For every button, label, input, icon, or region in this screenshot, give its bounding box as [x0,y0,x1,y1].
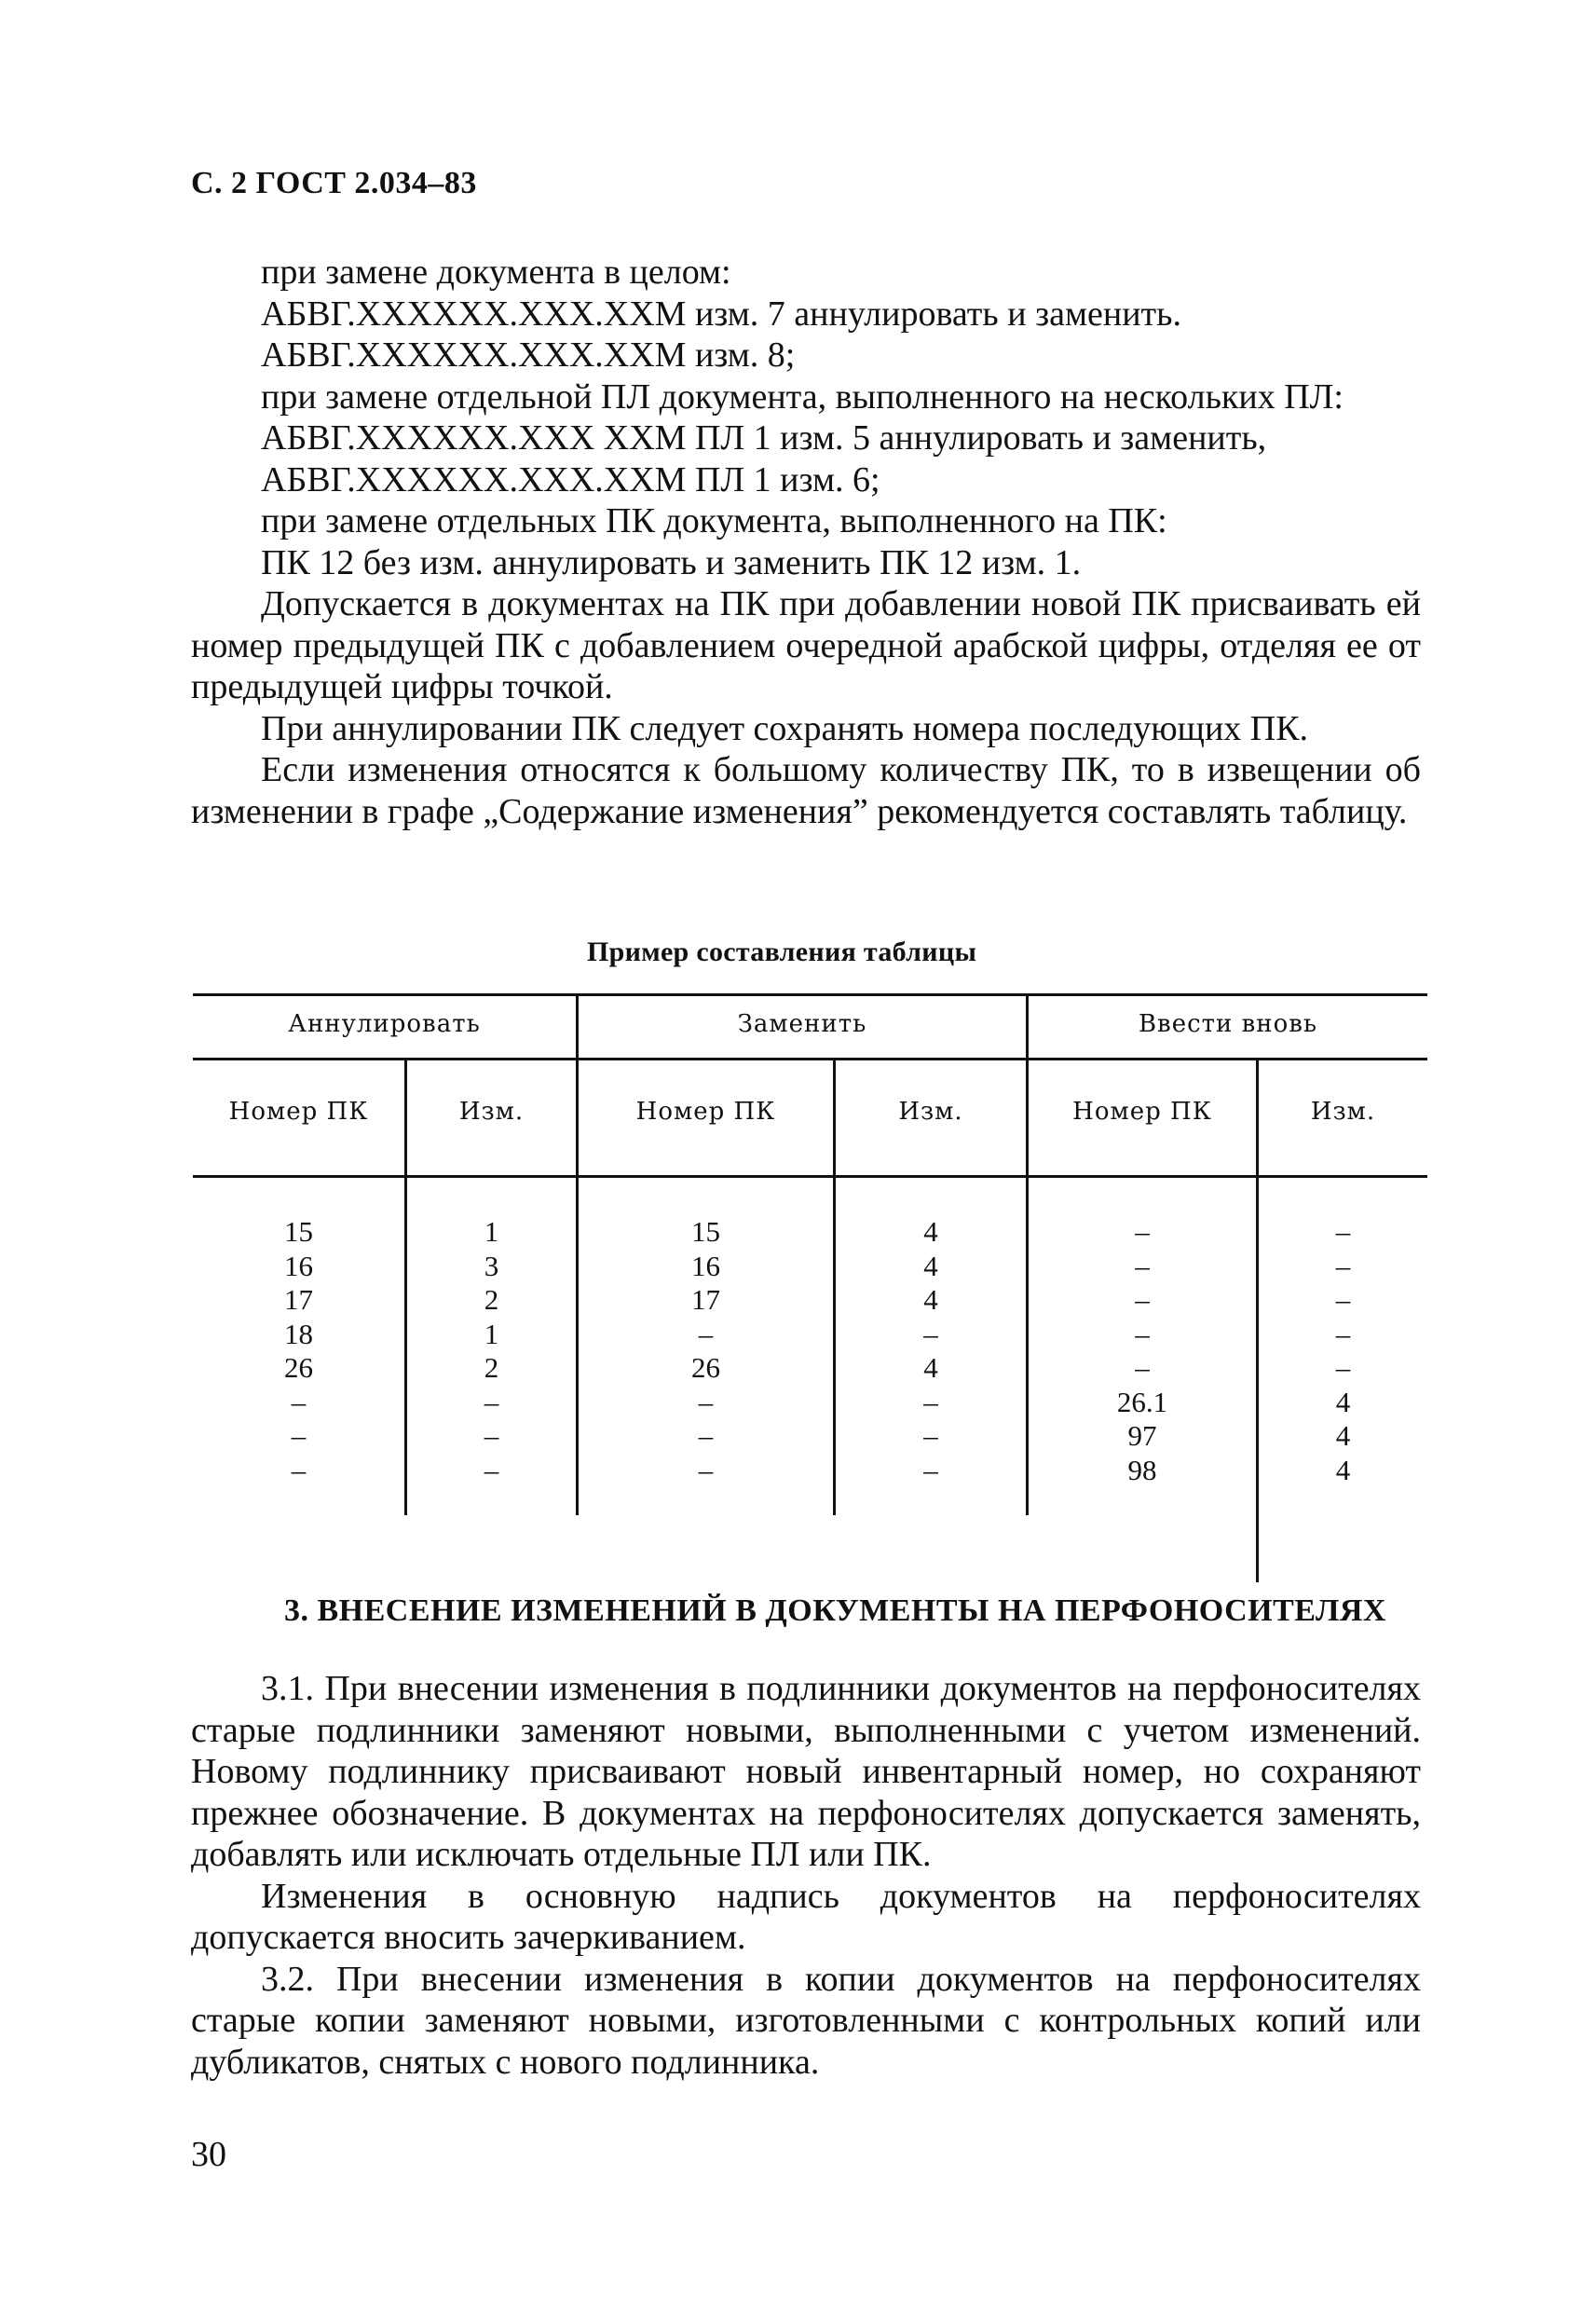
group-header-annul: Аннулировать [288,1010,481,1038]
table-column [193,1215,404,1487]
intro-line: ПК 12 без изм. аннулировать и заменить ПК 12 изм. 1. [261,542,1082,582]
table-cell: – [1335,1351,1351,1384]
intro-block [191,252,1421,832]
table-cell: – [923,1453,938,1486]
intro-line: АБВГ.XXXXXX.XXX.XXM изм. 7 аннулировать и заменить. [261,294,1181,334]
table-cell: 15 [691,1215,720,1248]
table-cell: – [1135,1283,1150,1316]
table-cell: – [698,1419,714,1452]
table-cell: 4 [923,1283,938,1316]
table-top-rule [193,993,1427,996]
table-cell: – [923,1385,938,1418]
subheader-change: Изм. [898,1098,963,1126]
table-cell: 4 [923,1215,938,1248]
table-cell: – [484,1385,499,1418]
table-cell: – [484,1419,499,1452]
table-cell: – [1135,1317,1150,1350]
table-cell: 2 [484,1351,499,1384]
intro-line: при замене документа в целом: [261,253,731,292]
page-number: 30 [191,2135,226,2174]
table-cell: – [291,1453,307,1486]
table-cell: 17 [691,1283,720,1316]
table-cell: – [291,1385,307,1418]
table-header-rule [193,1175,1427,1178]
subheader-number: Номер ПК [635,1098,776,1126]
subheader-change: Изм. [458,1098,525,1126]
table-cell: – [923,1419,938,1452]
table-cell: – [698,1453,714,1486]
group-header-replace: Заменить [737,1010,867,1038]
section-title: 3. ВНЕСЕНИЕ ИЗМЕНЕНИЙ В ДОКУМЕНТЫ НА ПЕРФОНОСИТЕЛЯХ [284,1593,1386,1628]
table-cell: – [923,1317,938,1350]
table-cell: 17 [284,1283,313,1316]
changes-table [193,993,1427,1515]
table-cell: 4 [1335,1385,1351,1418]
table-cell: 4 [923,1249,938,1282]
intro-line: АБВГ.XXXXXX.XXX.XXM изм. 8; [261,335,796,375]
group-header-new: Ввести вновь [1138,1010,1318,1038]
table-cell: 26.1 [1116,1385,1168,1418]
table-column [579,1215,833,1487]
table-cell: 3 [484,1249,499,1282]
paragraph: 3.2. При внесении изменения в копии документов на перфоносителях старые копии заменяют новыми, изготовленными с контрольных копий или дубликатов, снятых с нового подлинника. [191,1959,1421,2082]
table-cell: 26 [284,1351,313,1384]
table-cell: – [1335,1215,1351,1248]
intro-line: при замене отдельной ПЛ документа, выполненного на нескольких ПЛ: [261,376,1344,417]
intro-line: АБВГ.XXXXXX.XXX XXM ПЛ 1 изм. 5 аннулировать и заменить, [261,418,1267,458]
table-cell: 1 [484,1215,499,1248]
table-cell: 97 [1127,1419,1157,1452]
paragraph: 3.1. При внесении изменения в подлинники документов на перфоносителях старые подлинники заменяют новыми, выполненными с учетом изменений. Новому подлиннику присваивают новый инвентарный номер, но сохраняют прежнее обозначение. В документах на перфоносителях допускается заменять, добавлять или исключать отдельные ПЛ или ПК. [191,1669,1421,1874]
table-cell: – [1335,1317,1351,1350]
subheader-change: Изм. [1310,1098,1376,1126]
table-cell: 15 [284,1215,313,1248]
table-cell: 4 [923,1351,938,1384]
table-cell: – [1135,1215,1150,1248]
table-cell: 16 [284,1249,313,1282]
table-column [1259,1215,1427,1487]
intro-line: АБВГ.XXXXXX.XXX.XXM ПЛ 1 изм. 6; [261,459,880,499]
page-header: С. 2 ГОСТ 2.034–83 [191,166,477,200]
table-cell: – [698,1385,714,1418]
subheader-number: Номер ПК [228,1098,369,1126]
table-cell: 2 [484,1283,499,1316]
table-cell: 16 [691,1249,720,1282]
table-cell: – [484,1453,499,1486]
table-cell: – [698,1317,714,1350]
table-cell: 18 [284,1317,313,1350]
table-cell: – [1135,1351,1150,1384]
table-cell: 4 [1335,1453,1351,1486]
table-column [836,1215,1026,1487]
paragraph: Если изменения относятся к большому количеству ПК, то в извещении об изменении в графе „Содержание изменения” рекомендуется составлять таблицу. [191,750,1421,831]
table-column [407,1215,576,1487]
table-cell: – [1135,1249,1150,1282]
table-cell: 4 [1335,1419,1351,1452]
table-cell: 1 [484,1317,499,1350]
section3-block [191,1668,1421,2083]
table-cell: – [1335,1283,1351,1316]
table-cell: – [291,1419,307,1452]
table-column [1029,1215,1256,1487]
table-cell: – [1335,1249,1351,1282]
table-cell: 26 [691,1351,720,1384]
table-cell: 98 [1127,1453,1157,1486]
paragraph: Изменения в основную надпись документов на перфоносителях допускается вносить зачеркиванием. [191,1876,1421,1957]
intro-line: при замене отдельных ПК документа, выполненного на ПК: [261,501,1167,540]
paragraph: При аннулировании ПК следует сохранять номера последующих ПК. [261,708,1309,748]
subheader-number: Номер ПК [1072,1098,1212,1126]
table-caption: Пример составления таблицы [587,937,977,967]
paragraph: Допускается в документах на ПК при добавлении новой ПК присваивать ей номер предыдущей ПК с добавлением очередной арабской цифры, отделяя ее от предыдущей цифры точкой. [191,584,1421,706]
table-group-rule [193,1058,1427,1060]
